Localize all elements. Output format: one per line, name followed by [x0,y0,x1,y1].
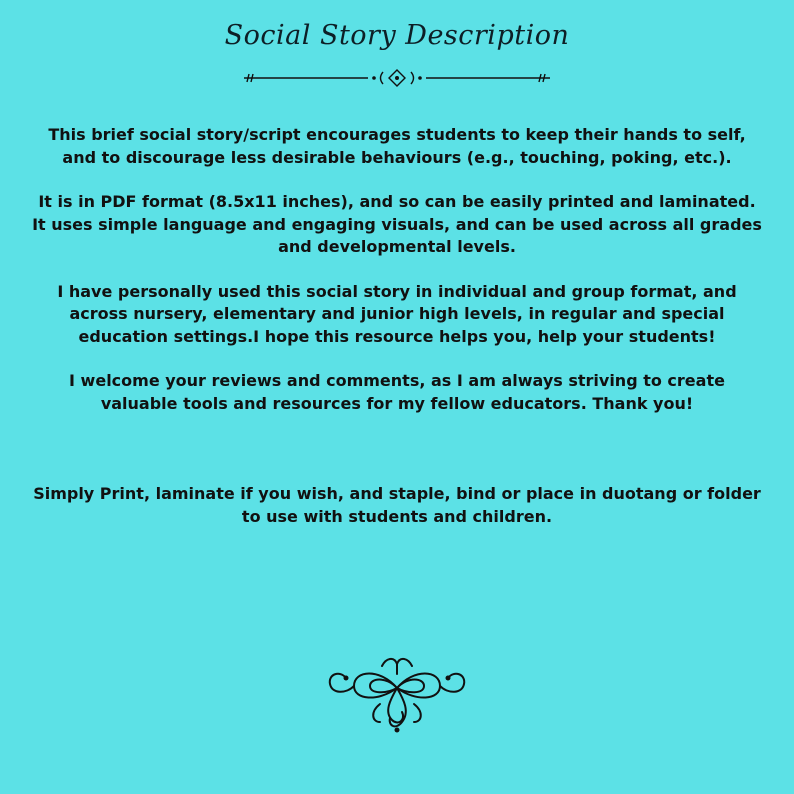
paragraph-experience: I have personally used this social story in individual and group format, and across nursery, elementary and junior high levels, in regular and special education settings.I hope this resource helps you, help your students! [57,281,737,346]
ornamental-divider-icon [240,66,554,90]
paragraph-format: It is in PDF format (8.5x11 inches), and so can be easily printed and laminated. It uses simple language and engaging visuals, and can be used across all grades and developmental levels. [32,192,762,256]
paragraph-reviews: I welcome your reviews and comments, as I am always striving to create valuable tools and resources for my fellow educators. Thank you! [69,371,725,413]
paragraph-intro: This brief social story/script encourages students to keep their hands to self, and to discourage less desirable behaviours (e.g., touching, poking, etc.). [48,125,746,167]
page-title: Social Story Description [224,20,570,51]
paragraph-instructions: Simply Print, laminate if you wish, and staple, bind or place in duotang or folder to use with students and children. [33,484,761,526]
description-body [30,124,764,550]
flourish-ornament-icon [320,652,474,738]
